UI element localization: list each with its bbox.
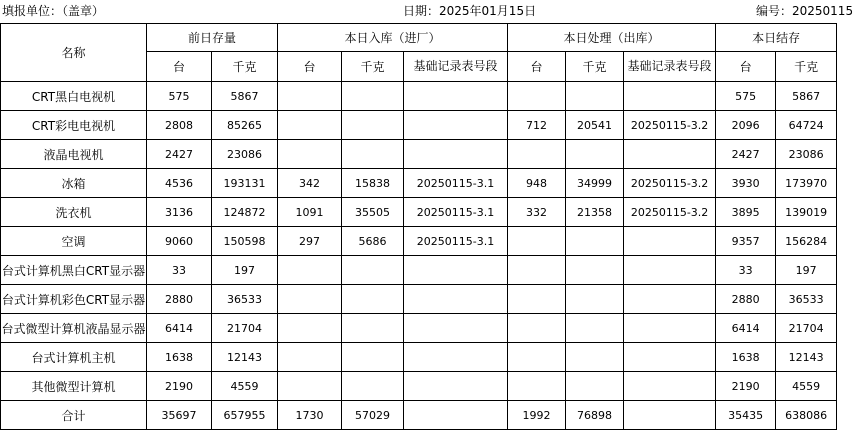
- previous-kg-cell: 4559: [212, 372, 278, 401]
- inbound-record-cell: [404, 82, 508, 111]
- column-header-name: 名称: [1, 24, 147, 82]
- outbound-kg-cell: 20541: [566, 111, 624, 140]
- column-header-kg: 千克: [342, 52, 404, 82]
- outbound-units-cell: 948: [508, 169, 566, 198]
- table-row: [1, 256, 837, 285]
- outbound-record-cell: 20250115-3.2: [624, 169, 716, 198]
- ending-units-cell: 2096: [716, 111, 776, 140]
- total-row: [1, 401, 837, 430]
- outbound-kg-cell: [566, 256, 624, 285]
- inbound-record-cell: [404, 256, 508, 285]
- item-name-cell: CRT彩电电视机: [1, 111, 147, 140]
- item-name-cell: 洗衣机: [1, 198, 147, 227]
- inbound-kg-cell: 15838: [342, 169, 404, 198]
- header-row-groups: [1, 24, 837, 52]
- ending-kg-cell: 197: [776, 256, 837, 285]
- outbound-units-cell: [508, 140, 566, 169]
- inbound-record-cell: [404, 140, 508, 169]
- inbound-kg-cell: [342, 285, 404, 314]
- outbound-units-cell: [508, 285, 566, 314]
- previous-units-cell: 33: [147, 256, 212, 285]
- table-row: [1, 111, 837, 140]
- table-row: [1, 343, 837, 372]
- outbound-kg-cell: [566, 343, 624, 372]
- outbound-kg-cell: [566, 372, 624, 401]
- inbound-kg-cell: [342, 372, 404, 401]
- inbound-kg-cell: [342, 314, 404, 343]
- table-row: [1, 285, 837, 314]
- previous-kg-cell: 124872: [212, 198, 278, 227]
- previous-kg-cell: 85265: [212, 111, 278, 140]
- outbound-kg-cell: [566, 140, 624, 169]
- ending-units-cell: 33: [716, 256, 776, 285]
- inbound-units-cell: 342: [278, 169, 342, 198]
- outbound-kg-cell: 34999: [566, 169, 624, 198]
- inbound-kg-cell: [342, 140, 404, 169]
- item-name-cell: 其他微型计算机: [1, 372, 147, 401]
- inbound-units-cell: [278, 285, 342, 314]
- previous-units-cell: 6414: [147, 314, 212, 343]
- inbound-record-cell: [404, 401, 508, 430]
- previous-kg-cell: 197: [212, 256, 278, 285]
- table-row: [1, 140, 837, 169]
- column-group-ending-stock: 本日结存: [716, 24, 837, 52]
- table-row: [1, 372, 837, 401]
- outbound-units-cell: [508, 314, 566, 343]
- outbound-record-cell: [624, 227, 716, 256]
- previous-units-cell: 1638: [147, 343, 212, 372]
- previous-kg-cell: 21704: [212, 314, 278, 343]
- previous-units-cell: 2427: [147, 140, 212, 169]
- column-header-kg: 千克: [212, 52, 278, 82]
- previous-kg-cell: 36533: [212, 285, 278, 314]
- inbound-units-cell: [278, 314, 342, 343]
- ending-kg-cell: 12143: [776, 343, 837, 372]
- outbound-units-cell: 712: [508, 111, 566, 140]
- inbound-record-cell: 20250115-3.1: [404, 169, 508, 198]
- outbound-kg-cell: [566, 285, 624, 314]
- inbound-kg-cell: [342, 82, 404, 111]
- ending-kg-cell: 156284: [776, 227, 837, 256]
- ending-units-cell: 3930: [716, 169, 776, 198]
- inbound-units-cell: [278, 82, 342, 111]
- table-row: [1, 169, 837, 198]
- ending-units-cell: 2190: [716, 372, 776, 401]
- inbound-record-cell: [404, 285, 508, 314]
- inbound-kg-cell: 57029: [342, 401, 404, 430]
- report-header: [0, 0, 853, 24]
- outbound-units-cell: 1992: [508, 401, 566, 430]
- inbound-kg-cell: [342, 111, 404, 140]
- outbound-kg-cell: 76898: [566, 401, 624, 430]
- ending-kg-cell: 139019: [776, 198, 837, 227]
- previous-kg-cell: 23086: [212, 140, 278, 169]
- ending-kg-cell: 173970: [776, 169, 837, 198]
- inbound-kg-cell: [342, 256, 404, 285]
- inbound-record-cell: 20250115-3.1: [404, 227, 508, 256]
- column-header-units: 台: [508, 52, 566, 82]
- ending-kg-cell: 21704: [776, 314, 837, 343]
- column-header-record-range: 基础记录表号段: [624, 52, 716, 82]
- ending-kg-cell: 23086: [776, 140, 837, 169]
- outbound-units-cell: [508, 372, 566, 401]
- outbound-record-cell: [624, 82, 716, 111]
- outbound-units-cell: [508, 227, 566, 256]
- table-row: [1, 82, 837, 111]
- outbound-record-cell: 20250115-3.2: [624, 198, 716, 227]
- outbound-kg-cell: [566, 314, 624, 343]
- previous-units-cell: 2190: [147, 372, 212, 401]
- previous-units-cell: 2880: [147, 285, 212, 314]
- ending-units-cell: 2880: [716, 285, 776, 314]
- previous-units-cell: 35697: [147, 401, 212, 430]
- ending-kg-cell: 4559: [776, 372, 837, 401]
- outbound-record-cell: [624, 256, 716, 285]
- inbound-record-cell: [404, 372, 508, 401]
- ending-units-cell: 1638: [716, 343, 776, 372]
- inbound-units-cell: 1091: [278, 198, 342, 227]
- outbound-units-cell: [508, 256, 566, 285]
- outbound-record-cell: [624, 401, 716, 430]
- inbound-units-cell: 1730: [278, 401, 342, 430]
- previous-units-cell: 4536: [147, 169, 212, 198]
- report-code: 编号：20250115: [756, 4, 853, 18]
- ending-units-cell: 9357: [716, 227, 776, 256]
- previous-kg-cell: 150598: [212, 227, 278, 256]
- previous-kg-cell: 5867: [212, 82, 278, 111]
- previous-kg-cell: 12143: [212, 343, 278, 372]
- inbound-record-cell: [404, 343, 508, 372]
- inbound-kg-cell: [342, 343, 404, 372]
- outbound-record-cell: [624, 372, 716, 401]
- column-header-kg: 千克: [566, 52, 624, 82]
- outbound-record-cell: [624, 285, 716, 314]
- ending-kg-cell: 638086: [776, 401, 837, 430]
- item-name-cell: 台式计算机黑白CRT显示器: [1, 256, 147, 285]
- reporting-unit-label: 填报单位：（盖章）: [2, 4, 105, 18]
- report-date: 日期：2025年01月15日: [403, 4, 537, 18]
- table-row: [1, 198, 837, 227]
- item-name-cell: 台式微型计算机液晶显示器: [1, 314, 147, 343]
- inbound-record-cell: [404, 314, 508, 343]
- previous-units-cell: 2808: [147, 111, 212, 140]
- ending-kg-cell: 64724: [776, 111, 837, 140]
- ending-units-cell: 3895: [716, 198, 776, 227]
- column-header-units: 台: [716, 52, 776, 82]
- inbound-record-cell: [404, 111, 508, 140]
- inbound-record-cell: 20250115-3.1: [404, 198, 508, 227]
- ending-units-cell: 575: [716, 82, 776, 111]
- outbound-record-cell: 20250115-3.2: [624, 111, 716, 140]
- item-name-cell: 台式计算机彩色CRT显示器: [1, 285, 147, 314]
- column-header-units: 台: [278, 52, 342, 82]
- outbound-units-cell: 332: [508, 198, 566, 227]
- inbound-units-cell: [278, 343, 342, 372]
- previous-kg-cell: 193131: [212, 169, 278, 198]
- inbound-units-cell: [278, 372, 342, 401]
- table-row: [1, 314, 837, 343]
- item-name-cell: 台式计算机主机: [1, 343, 147, 372]
- table-row: [1, 227, 837, 256]
- outbound-record-cell: [624, 140, 716, 169]
- ending-units-cell: 6414: [716, 314, 776, 343]
- inbound-kg-cell: 35505: [342, 198, 404, 227]
- outbound-units-cell: [508, 82, 566, 111]
- previous-units-cell: 9060: [147, 227, 212, 256]
- inbound-units-cell: [278, 111, 342, 140]
- previous-units-cell: 575: [147, 82, 212, 111]
- ending-units-cell: 35435: [716, 401, 776, 430]
- inbound-kg-cell: 5686: [342, 227, 404, 256]
- previous-kg-cell: 657955: [212, 401, 278, 430]
- outbound-record-cell: [624, 314, 716, 343]
- ending-kg-cell: 5867: [776, 82, 837, 111]
- column-group-previous-stock: 前日存量: [147, 24, 278, 52]
- item-name-cell: 合计: [1, 401, 147, 430]
- inventory-table: [0, 23, 837, 430]
- item-name-cell: 空调: [1, 227, 147, 256]
- outbound-units-cell: [508, 343, 566, 372]
- outbound-kg-cell: [566, 227, 624, 256]
- column-group-inbound: 本日入库（进厂）: [278, 24, 508, 52]
- outbound-record-cell: [624, 343, 716, 372]
- item-name-cell: 冰箱: [1, 169, 147, 198]
- column-group-outbound: 本日处理（出库）: [508, 24, 716, 52]
- previous-units-cell: 3136: [147, 198, 212, 227]
- inbound-units-cell: [278, 140, 342, 169]
- column-header-kg: 千克: [776, 52, 837, 82]
- ending-units-cell: 2427: [716, 140, 776, 169]
- item-name-cell: 液晶电视机: [1, 140, 147, 169]
- column-header-record-range: 基础记录表号段: [404, 52, 508, 82]
- column-header-units: 台: [147, 52, 212, 82]
- inbound-units-cell: [278, 256, 342, 285]
- item-name-cell: CRT黑白电视机: [1, 82, 147, 111]
- outbound-kg-cell: 21358: [566, 198, 624, 227]
- outbound-kg-cell: [566, 82, 624, 111]
- inbound-units-cell: 297: [278, 227, 342, 256]
- ending-kg-cell: 36533: [776, 285, 837, 314]
